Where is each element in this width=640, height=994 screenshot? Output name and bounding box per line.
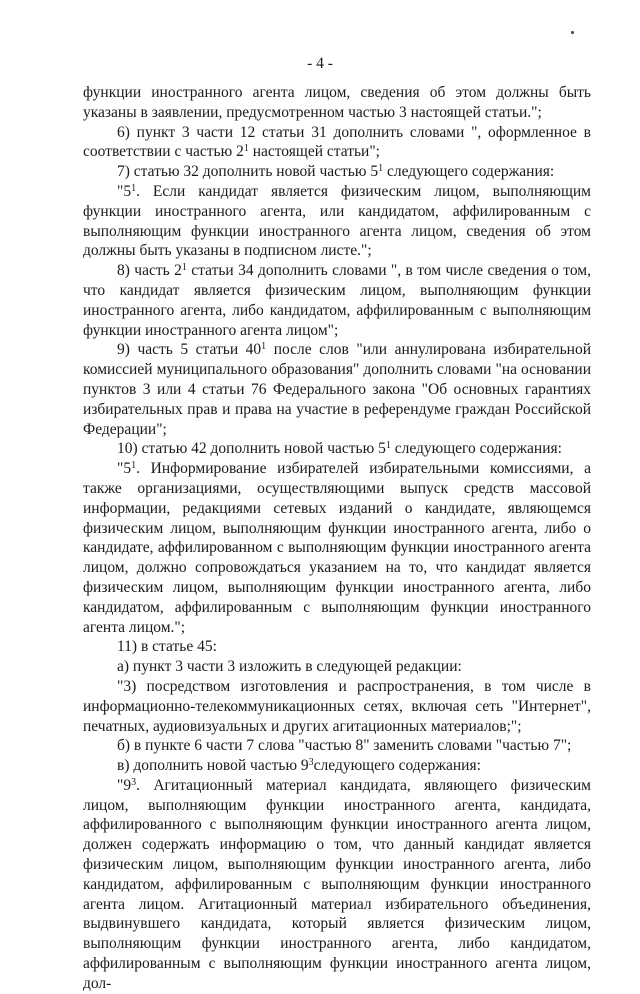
superscript: 1	[131, 460, 137, 472]
page-number: - 4 -	[307, 55, 333, 72]
paragraph	[83, 83, 591, 123]
paragraph-text: "3) посредством изготовления и распространения, в том числе в информационно-телекоммуникационных сетях, включая сеть "Интернет", печатных, аудиовизуальных и других агитационных материалов;";	[83, 677, 591, 735]
paragraph-text: 9) часть 5 статьи 40	[117, 341, 262, 359]
superscript: 1	[261, 341, 267, 353]
paragraph	[83, 261, 591, 340]
paragraph	[83, 677, 591, 736]
paragraph-text: следующего содержания:	[383, 163, 555, 181]
superscript: 1	[243, 143, 249, 155]
paragraph	[83, 162, 591, 182]
paragraph-text: 6) пункт 3 части 12 статьи 31 дополнить словами ", оформленное в соответствии с частью 2	[83, 123, 591, 161]
paragraph-text: а) пункт 3 части 3 изложить в следующей редакции:	[117, 658, 462, 676]
paragraph-text: статьи 34 дополнить словами ", в том числе сведения о том, что кандидат является физическим лицом, выполняющим функции иностранного агента, либо кандидатом, аффилированным с выполняющим функции иностранного агента лицом";	[83, 262, 591, 339]
paragraph	[83, 657, 591, 677]
paragraph-text: . Агитационный материал кандидата, являющего физическим лицом, выполняющим функции иностранного агента, кандидата, аффилированного с выполняющим функции иностранного агента лицом, должен содержать информацию о том, что данный кандидат является физическим лицом, выполняющим функции иностранного агента, либо кандидатом, аффилированным с выполняющим функции иностранного агента лицом. Агитационный материал избирательного объединения, выдвинувшего кандидата, который является физическим лицом, выполняющим функции иностранного агента, либо кандидатом, аффилированным с выполняющим функции иностранного агента лицом, дол-	[83, 776, 591, 992]
superscript: 1	[385, 440, 391, 452]
paragraph	[83, 776, 591, 994]
paragraph-text: следующего содержания:	[313, 757, 481, 775]
paragraph	[83, 340, 591, 439]
superscript: 1	[181, 262, 187, 274]
paragraph	[83, 459, 591, 637]
paragraph-text: 8) часть 2	[117, 262, 182, 280]
paragraph-text: после слов "или аннулирована избирательной комиссией муниципального образования" дополнить словами "на основании пунктов 3 или 4 статьи 76 Федерального закона "Об основных гарантиях избирательных прав и права на участие в референдуме граждан Российской Федерации";	[83, 341, 591, 438]
paragraph	[83, 182, 591, 261]
paragraph	[83, 439, 591, 459]
paragraph	[83, 756, 591, 776]
paragraph	[83, 123, 591, 163]
paragraph	[83, 637, 591, 657]
paragraph-text: 11) в статье 45:	[117, 638, 217, 656]
paragraph-text: функции иностранного агента лицом, сведения об этом должны быть указаны в заявлении, предусмотренном частью 3 настоящей статьи.";	[83, 84, 591, 121]
paragraph-text: "5	[117, 460, 132, 478]
paragraph-text: следующего содержания:	[390, 440, 562, 458]
superscript: 3	[308, 757, 314, 769]
scan-mark	[571, 31, 574, 34]
paragraph-text: настоящей статьи";	[248, 143, 380, 161]
paragraph-text: . Информирование избирателей избирательными комиссиями, а также организациями, осуществляющими выпуск средств массовой информации, редакциями сетевых изданий о кандидате, являющемся физическим лицом, выполняющим функции иностранного агента, либо о кандидате, аффилированном с выполняющим функции иностранного агента лицом, должно сопровождаться указанием на то, что кандидат является физическим лицом, выполняющим функции иностранного агента, либо кандидатом, аффилированным с выполняющим функции иностранного агента лицом.";	[83, 460, 591, 636]
paragraph-text: 10) статью 42 дополнить новой частью 5	[117, 440, 386, 458]
document-body	[83, 83, 591, 994]
paragraph-text: . Если кандидат является физическим лицом, выполняющим функции иностранного агента, или кандидатом, аффилированным с выполняющим функции иностранного агента лицом, сведения об этом должны быть указаны в подписном листе.";	[83, 182, 591, 260]
superscript: 1	[378, 163, 384, 175]
superscript: 1	[131, 182, 137, 194]
paragraph-text: "5	[117, 182, 132, 200]
paragraph-text: "9	[117, 776, 132, 794]
paragraph-text: в) дополнить новой частью 9	[117, 757, 309, 775]
paragraph-text: б) в пункте 6 части 7 слова "частью 8" заменить словами "частью 7";	[117, 737, 572, 755]
paragraph-text: 7) статью 32 дополнить новой частью 5	[117, 163, 379, 181]
superscript: 3	[131, 776, 137, 788]
paragraph	[83, 736, 591, 756]
